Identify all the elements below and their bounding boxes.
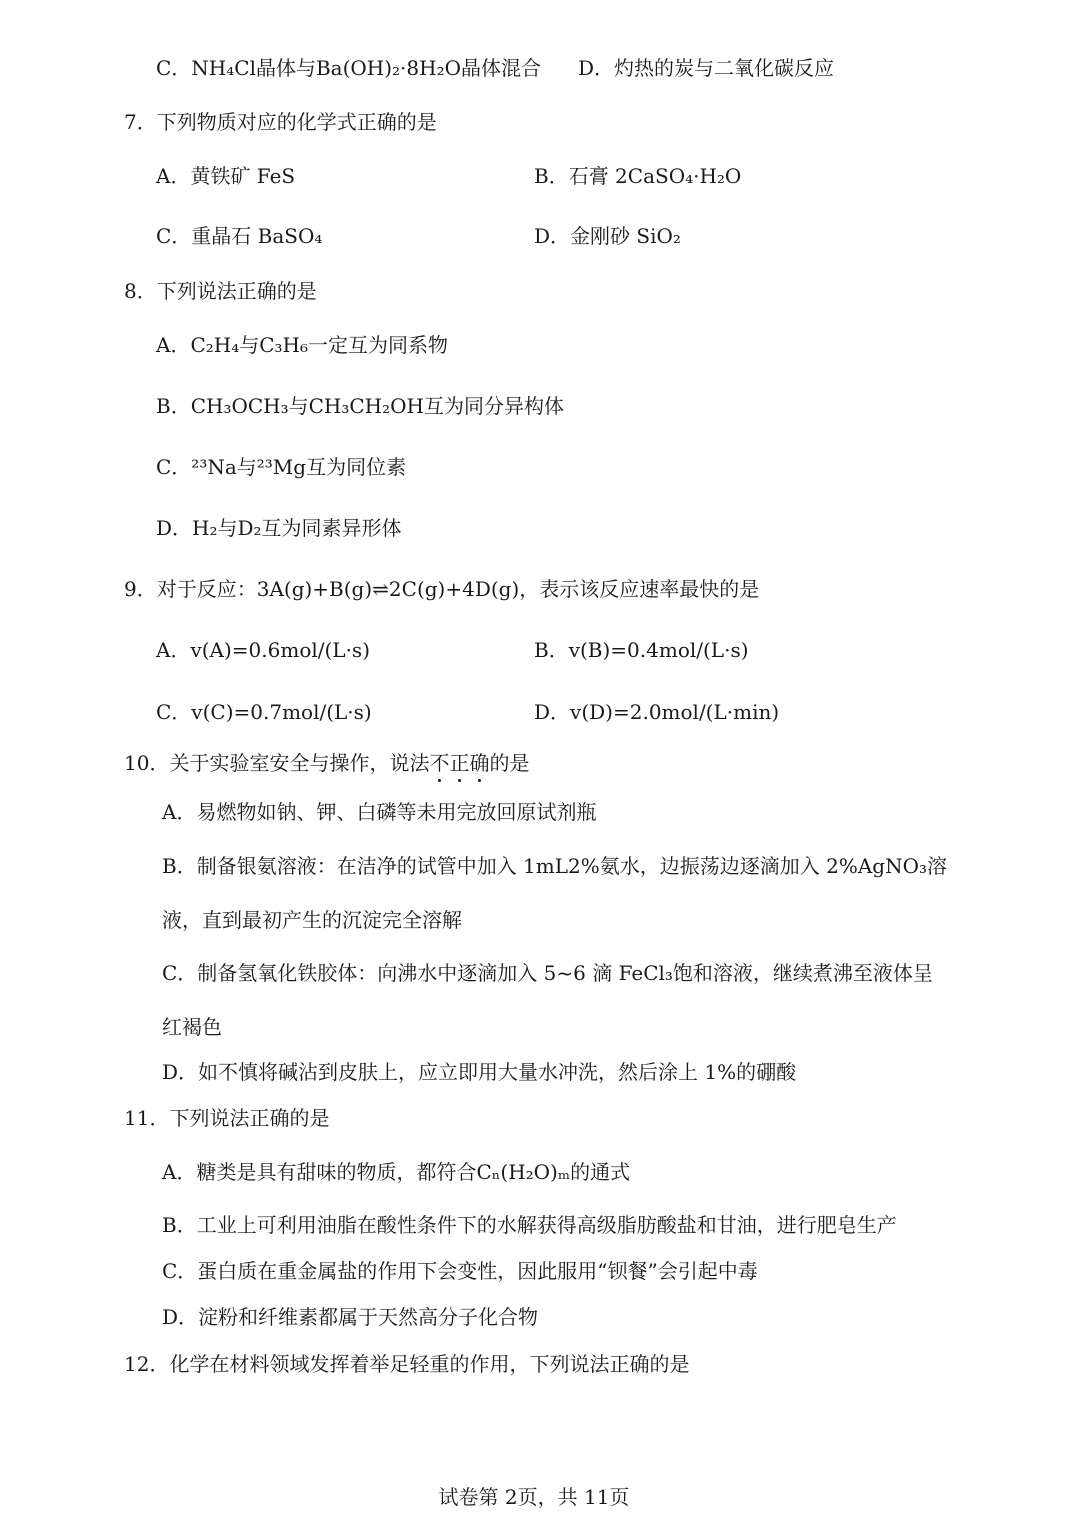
q8-option-b: B．CH₃OCH₃与CH₃CH₂OH互为同分异构体 bbox=[156, 394, 564, 418]
q8-option-a: A．C₂H₄与C₃H₆一定互为同系物 bbox=[156, 333, 449, 357]
q6-option-d: D．灼热的炭与二氧化碳反应 bbox=[578, 56, 835, 80]
q9-option-b: B．v(B)=0.4mol/(L·s) bbox=[534, 638, 749, 662]
q10-option-b-line1: B．制备银氨溶液：在洁净的试管中加入 1mL2%氨水，边振荡边逐滴加入 2%AgNO₃溶 bbox=[162, 854, 947, 878]
q8-stem: 8．下列说法正确的是 bbox=[124, 279, 317, 303]
q10-option-c-line1: C．制备氢氧化铁胶体：向沸水中逐滴加入 5~6 滴 FeCl₃饱和溶液，继续煮沸至液体呈 bbox=[162, 961, 933, 985]
q7-stem: 7．下列物质对应的化学式正确的是 bbox=[124, 110, 437, 134]
q11-option-d: D．淀粉和纤维素都属于天然高分子化合物 bbox=[162, 1305, 539, 1329]
q11-option-b: B．工业上可利用油脂在酸性条件下的水解获得高级脂肪酸盐和甘油，进行肥皂生产 bbox=[162, 1213, 897, 1237]
q9-option-d: D．v(D)=2.0mol/(L·min) bbox=[534, 700, 780, 724]
q8-option-c: C．²³Na与²³Mg互为同位素 bbox=[156, 455, 407, 479]
q10-option-b-line2: 液，直到最初产生的沉淀完全溶解 bbox=[162, 908, 462, 932]
q10-stem-pre: 10．关于实验室安全与操作，说法 bbox=[124, 751, 430, 775]
q11-stem: 11．下列说法正确的是 bbox=[124, 1106, 330, 1130]
q7-option-c: C．重晶石 BaSO₄ bbox=[156, 224, 323, 248]
page-footer: 试卷第 2页，共 11页 bbox=[438, 1485, 630, 1509]
q10-option-a: A．易燃物如钠、钾、白磷等未用完放回原试剂瓶 bbox=[162, 800, 597, 824]
q11-option-c: C．蛋白质在重金属盐的作用下会变性，因此服用“钡餐”会引起中毒 bbox=[162, 1259, 758, 1283]
q7-option-a: A．黄铁矿 FeS bbox=[156, 164, 296, 188]
q11-option-a: A．糖类是具有甜味的物质，都符合Cₙ(H₂O)ₘ的通式 bbox=[162, 1160, 631, 1184]
q10-option-c-line2: 红褐色 bbox=[162, 1015, 222, 1039]
q7-option-d: D．金刚砂 SiO₂ bbox=[534, 224, 681, 248]
q6-option-c: C．NH₄Cl晶体与Ba(OH)₂·8H₂O晶体混合 bbox=[156, 56, 541, 80]
q9-option-a: A．v(A)=0.6mol/(L·s) bbox=[156, 638, 371, 662]
q8-option-d: D．H₂与D₂互为同素异形体 bbox=[156, 516, 402, 540]
q10-option-d: D．如不慎将碱沾到皮肤上，应立即用大量水冲洗，然后涂上 1%的硼酸 bbox=[162, 1060, 797, 1084]
q12-stem: 12．化学在材料领域发挥着举足轻重的作用，下列说法正确的是 bbox=[124, 1352, 690, 1376]
q7-option-b: B．石膏 2CaSO₄·H₂O bbox=[534, 164, 742, 188]
q10-emphasis-char: 正 bbox=[449, 751, 470, 775]
q9-option-c: C．v(C)=0.7mol/(L·s) bbox=[156, 700, 372, 724]
q9-stem: 9．对于反应：3A(g)+B(g)⇌2C(g)+4D(g)，表示该反应速率最快的是 bbox=[124, 577, 760, 601]
q10-emphasis-char: 确 bbox=[469, 751, 490, 775]
q10-emphasis-char: 不 bbox=[429, 751, 450, 775]
q10-stem-post: 的是 bbox=[489, 751, 530, 775]
q10-stem bbox=[124, 753, 529, 773]
